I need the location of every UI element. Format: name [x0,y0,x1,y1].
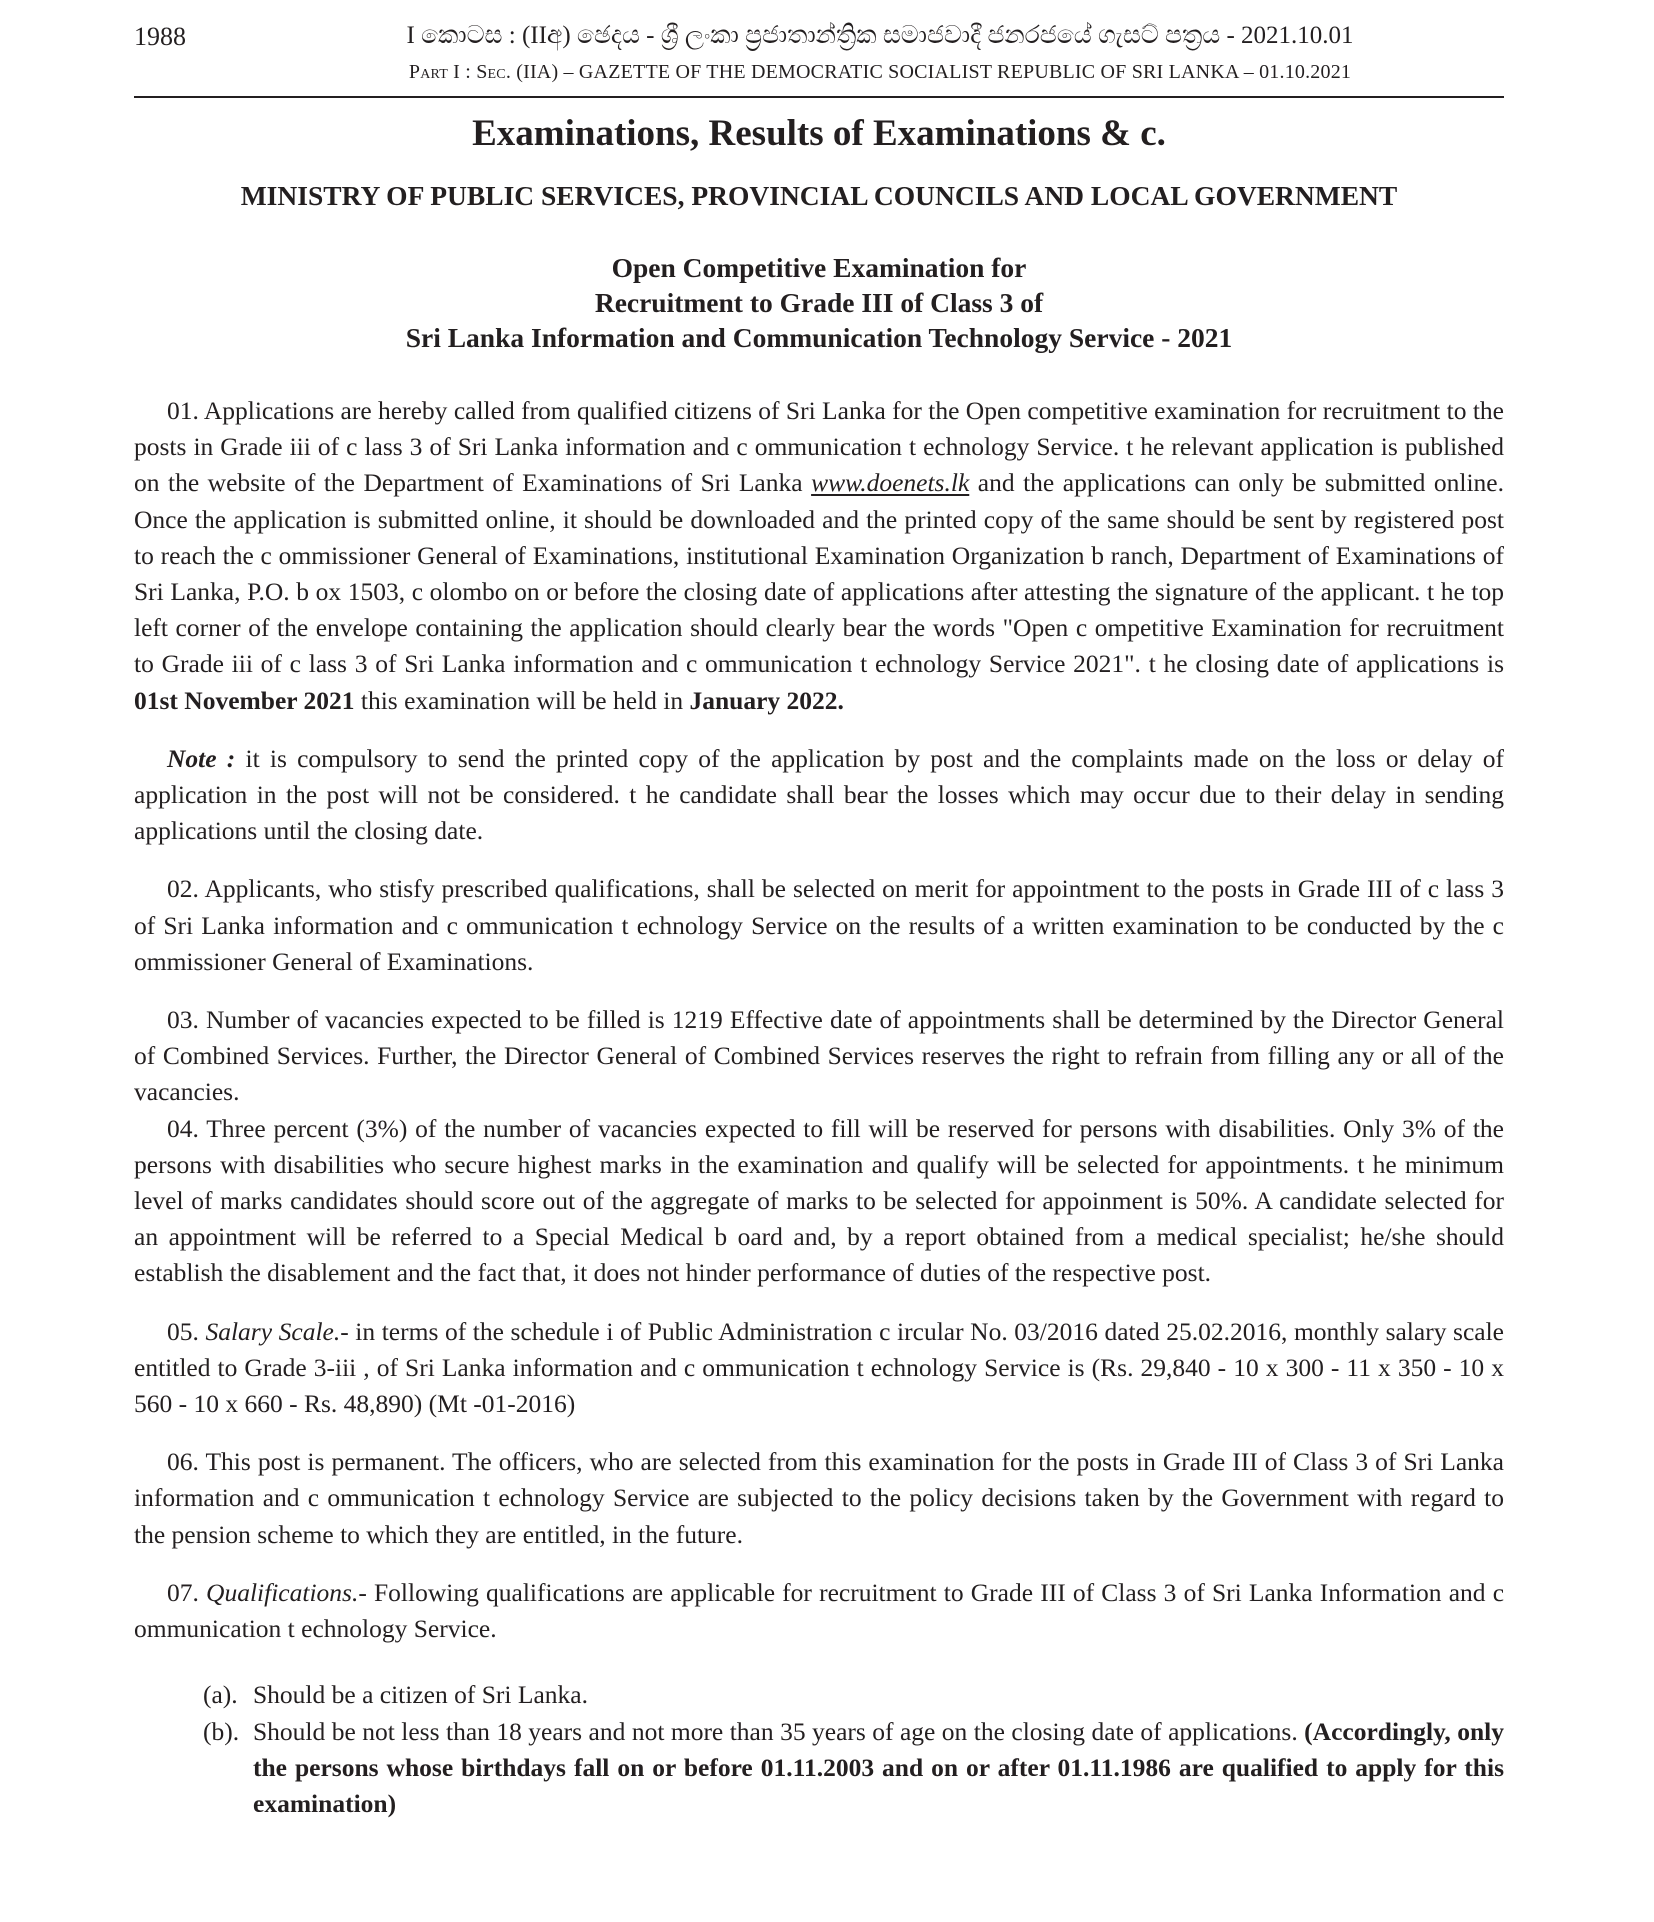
exam-month: January 2022. [689,685,844,715]
qualifications-label: Qualifications.- [206,1577,367,1607]
header-gazette-title: (IIA) – GAZETTE OF THE DEMOCRATIC SOCIALIST REPUBLIC OF SRI LANKA – 01.10.2021 [511,61,1352,83]
exam-title-line-3: Sri Lanka Information and Communication Technology Service - 2021 [405,322,1233,353]
paragraph-05 [134,1314,1504,1423]
exam-title [134,250,1504,355]
section-title: Examinations, Results of Examinations & c. [472,113,1166,154]
header-separator: : [460,61,477,83]
page-number: 1988 [134,22,186,51]
list-item-marker: (b). [203,1716,240,1746]
exam-title-line-1: Open Competitive Examination for [611,252,1027,283]
closing-date: 01st November 2021 [134,685,355,715]
header-sec: Sec. [476,61,512,83]
gazette-page [134,0,1504,1822]
note-paragraph [134,741,1504,850]
notice-body [134,393,1504,1822]
list-item-marker: (a). [203,1680,238,1710]
header-sinhala-line: I කොටස : (IIඅ) ඡෙදය - ශ්‍රී ලංකා ප්‍රජාතාන්ත්‍රික සමාජවාදී ජනරජයේ ගැසට් පත්‍රය - 2021.10.01 [406,22,1354,49]
header-english-line [282,61,1478,84]
paragraph-01 [134,393,1504,719]
paragraph-05-number: 05. [167,1316,206,1346]
list-item [134,1714,1504,1823]
paragraph-01-text: 01. Applications are hereby called from qualified citizens of Sri Lanka for the Open competitive examination for recruitment to the posts in Grade iii of c lass 3 of Sri Lanka information and c ommunication t echnology Service. t he relevant application is published on the website of the Department of Examinations of Sri Lanka [134,396,1504,498]
note-label: Note : [167,743,236,773]
paragraph-07 [134,1575,1504,1647]
header-divider [134,96,1504,98]
salary-scale-label: Salary Scale.- [205,1316,349,1346]
paragraph-03: 03. Number of vacancies expected to be filled is 1219 Effective date of appointments shall be determined by the Director General of Combined Services. Further, the Director General of Combined Services reserves the right to refrain from filling any or all of the vacancies. [134,1005,1504,1107]
paragraph-01-text-end: this examination will be held in [354,685,690,715]
paragraph-07-number: 07. [167,1577,207,1607]
list-item-text: Should be a citizen of Sri Lanka. [253,1680,588,1710]
paragraph-05-text: in terms of the schedule i of Public Administration c ircular No. 03/2016 dated 25.02.2016, monthly salary scale entitled to Grade 3-iii , of Sri Lanka information and c ommunication t echnology Service is (Rs. 29,840 - 10 x 300 - 11 x 350 - 10 x 560 - 10 x 660 - Rs. 48,890) (Mt -01-2016) [134,1316,1504,1419]
page-header [134,0,1504,100]
list-item-text: Should be not less than 18 years and not more than 35 years of age on the closing date of applications. [253,1716,1305,1746]
qualifications-list [134,1677,1504,1822]
paragraph-07-text: Following qualifications are applicable for recruitment to Grade III of Class 3 of Sri Lanka Information and c ommunication t echnology Service. [134,1577,1505,1644]
website-link[interactable]: www.doenets.lk [811,468,970,498]
note-text: it is compulsory to send the printed copy of the application by post and the complaints made on the loss or delay of application in the post will not be considered. t he candidate shall bear the losses which may occur due to their delay in sending applications until the closing date. [134,743,1505,846]
exam-title-line-2: Recruitment to Grade III of Class 3 of [594,287,1044,318]
list-item [134,1677,1504,1713]
list-item-bold-text: (Accordingly, only the persons whose birthdays fall on or before 01.11.2003 and on or after 01.11.1986 are qualified to apply for this examination) [253,1716,1504,1818]
paragraph-01-text-cont: and the applications can only be submitted online. Once the application is submitted online, it should be downloaded and the printed copy of the same should be sent by registered post to reach the c ommissioner General of Examinations, institutional Examination Organization b ranch, Department of Examinations of Sri Lanka, P.O. b ox 1503, c olombo on or before the closing date of applications after attesting the signature of the applicant. t he top left corner of the envelope containing the application should clearly bear the words "Open c ompetitive Examination for recruitment to Grade iii of c lass 3 of Sri Lanka information and c ommunication t echnology Service 2021". t he closing date of applications is [134,468,1504,679]
paragraph-04: 04. Three percent (3%) of the number of vacancies expected to fill will be reserved for persons with disabilities. Only 3% of the persons with disabilities who secure highest marks in the examination and qualify will be selected for appointments. t he minimum level of marks candidates should score out of the aggregate of marks to be selected for appoinment is 50%. A candidate selected for an appointment will be referred to a Special Medical b oard and, by a report obtained from a medical specialist; he/she should establish the disablement and the fact that, it does not hinder performance of duties of the respective post. [134,1113,1504,1288]
ministry-heading: MINISTRY OF PUBLIC SERVICES, PROVINCIAL COUNCILS AND LOCAL GOVERNMENT [240,180,1398,211]
paragraph-02: 02. Applicants, who stisfy prescribed qualifications, shall be selected on merit for appointment to the posts in Grade III of c lass 3 of Sri Lanka information and c ommunication t echnology Service on the results of a written examination to be conducted by the c ommissioner General of Examinations. [134,874,1504,976]
paragraph-06: 06. This post is permanent. The officers, who are selected from this examination for the posts in Grade III of Class 3 of Sri Lanka information and c ommunication t echnology Service are subjected to the policy decisions taken by the Government with regard to the pension scheme to which they are entitled, in the future. [134,1447,1504,1549]
header-part: Part I [408,61,461,83]
